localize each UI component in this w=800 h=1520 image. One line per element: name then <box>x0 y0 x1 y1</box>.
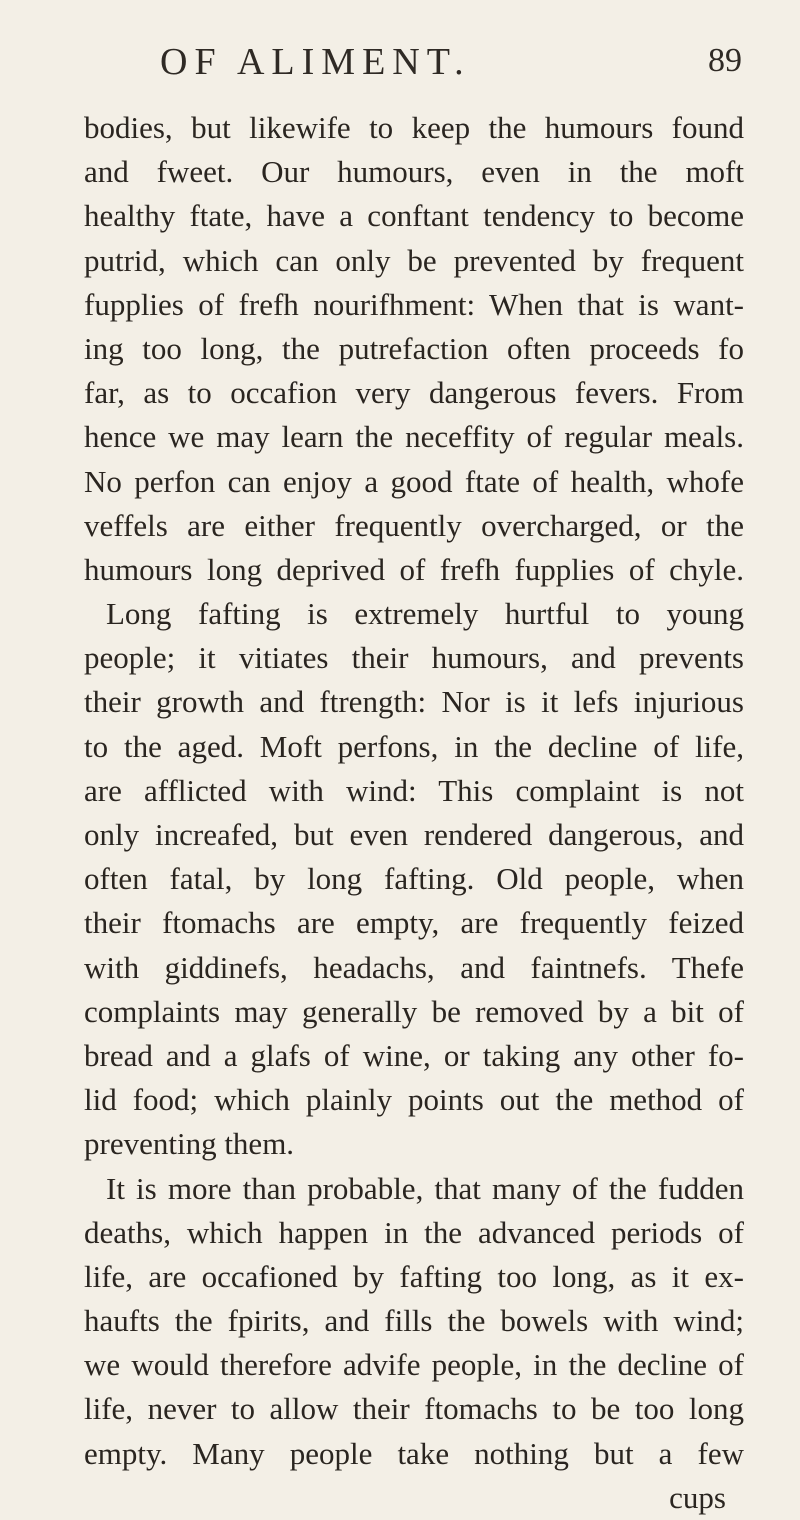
paragraph-end-line: preventing them. <box>84 1126 295 1162</box>
text-line: healthy ftate, have a conftant tendency to become <box>84 198 744 234</box>
text-line: their ftomachs are empty, are frequently feized <box>84 905 744 941</box>
text-line: are afflicted with wind: This complaint is not <box>84 772 744 808</box>
text-line: with giddinefs, headachs, and faintnefs. Thefe <box>84 949 744 985</box>
text-line: empty. Many people take nothing but a few <box>84 1435 744 1471</box>
text-line: and fweet. Our humours, even in the moft <box>84 154 744 190</box>
text-line: lid food; which plainly points out the method of <box>84 1082 744 1118</box>
running-title: OF ALIMENT. <box>160 41 471 83</box>
text-line: people; it vitiates their humours, and prevents <box>84 640 744 676</box>
text-line: life, never to allow their ftomachs to be too long <box>84 1391 744 1427</box>
body-text <box>84 106 744 1520</box>
paragraph-start-line: It is more than probable, that many of the fudden <box>106 1170 744 1206</box>
text-line: life, are occafioned by fafting too long, as it ex- <box>84 1258 744 1294</box>
text-line: complaints may generally be removed by a bit of <box>84 993 744 1029</box>
text-line: hence we may learn the neceffity of regular meals. <box>84 419 744 455</box>
text-line: far, as to occafion very dangerous fevers. From <box>84 375 744 411</box>
text-line: haufts the fpirits, and fills the bowels with wind; <box>84 1303 744 1339</box>
text-line: humours long deprived of frefh fupplies of chyle. <box>84 551 744 587</box>
text-line: often fatal, by long fafting. Old people, when <box>84 861 744 897</box>
text-line: fupplies of frefh nourifhment: When that is want- <box>84 286 744 322</box>
text-line: bodies, but likewife to keep the humours found <box>84 110 744 145</box>
text-line: to the aged. Moft perfons, in the decline of life, <box>84 728 744 764</box>
text-line: deaths, which happen in the advanced periods of <box>84 1214 744 1250</box>
text-line: bread and a glafs of wine, or taking any other fo- <box>84 1037 744 1073</box>
text-line: only increafed, but even rendered dangerous, and <box>84 817 744 852</box>
text-line: we would therefore advife people, in the decline of <box>84 1347 744 1383</box>
text-line: putrid, which can only be prevented by frequent <box>84 242 744 278</box>
page-number: 89 <box>708 42 742 79</box>
paragraph-start-line: Long fafting is extremely hurtful to young <box>106 596 744 632</box>
text-line: their growth and ftrength: Nor is it lefs injurious <box>84 684 744 720</box>
text-line: No perfon can enjoy a good ftate of health, whofe <box>84 463 744 499</box>
text-line: ing too long, the putrefaction often proceeds fo <box>84 330 744 366</box>
catchword: cups <box>669 1479 726 1515</box>
text-line: veffels are either frequently overcharged, or the <box>84 507 744 543</box>
